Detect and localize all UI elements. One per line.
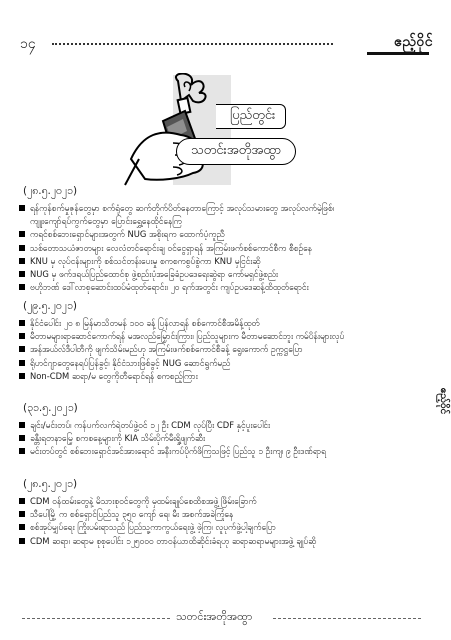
news-item: ဗဟိုဘဏ် ဒေါ်လာစုဆောင်းထပ်မံထုတ်ရောင်း၊ ၂၀ ရက်အတွင်း ကျပ်ဥပဒေဆန့်ထိထုတ်ရောင်း	[19, 281, 394, 294]
bullet-icon	[19, 231, 25, 237]
news-item: သစ်တောသယံဇာတများ လေလံတင်ရောင်းချ ဝင်ငွေရှာရန် အကြမ်းဖက်စစ်ကောင်စီက စီစဉ်နေ	[19, 242, 394, 255]
news-item: နိုင်ငံပေါင်း ၂၀ ၈ မြန်မာသိတမန် ၁၀၀ ခန့် ပြန်လာရန် စစ်ကောင်စီအမိန့်ထုတ်	[19, 317, 394, 330]
bullet-icon	[19, 245, 25, 251]
footer-rule-right	[273, 618, 421, 619]
section-date: (၂၈.၅.၂၀၂၁)	[23, 185, 78, 197]
news-item: ကရင်စစ်ဘေးရှောင်များအတွက် NUG အစိုးရက ထောက်ပံ့ကူညီ	[19, 228, 394, 241]
bullet-icon	[19, 524, 25, 530]
news-item: အန်အယ်လ်ဒီပါတီကို ဖျက်သိမ်းမည်ဟု အကြမ်းဖက်စစ်ကောင်စီခန့် ရွေးကောက် ဥက္ကဋ္ဌပြော	[19, 343, 394, 356]
news-item: CDM ဆရာ၊ ဆရာမ စုစုပေါင်း ၁၂၅၀၀၀ တာဝန်ယာထိဆိုင်းခံရဟု ဆရာဆရာမများအဖွဲ့ ချုပ်ဆို	[19, 535, 394, 548]
bullet-icon	[19, 360, 25, 366]
news-item: KNU မှ လုပ်ငန်းများကို စစ်သင်တန်းပေးမှု စကစကစွပ်စွဲကာ KNU မှငြင်းဆို	[19, 255, 394, 268]
side-edge-label	[431, 346, 451, 456]
title-line-1: ပြည်တွင်း	[216, 104, 286, 129]
news-section-1	[19, 185, 394, 294]
bullet-icon	[19, 498, 25, 504]
bullet-icon	[19, 284, 25, 290]
news-item: Non-CDM ဆရာ/မ တွေကိုတီရောင်ရန် စကစည့်ကြား	[19, 370, 394, 383]
header-rule	[52, 43, 333, 45]
news-section-4	[19, 478, 394, 548]
section-date: (၂၈.၅.၂၀၂၁)	[23, 478, 78, 490]
bullet-icon	[19, 448, 25, 454]
bullet-icon	[19, 511, 25, 517]
bullet-icon	[19, 538, 25, 544]
bullet-icon	[19, 346, 25, 352]
news-item: ရန်ကုန်စက်မှုဇုန်တွေမှာ စက်ရုံတွေ ဆက်တိုက်ပိတ်နေတာကြောင့် အလုပ်သမားတွေ အလုပ်လက်မဲ့ဖြစ်၊ ကျူးကျော်ရပ်ကွက်တွေမှာ ပြောင်းရွှေ့နေထိုင်နေကြ	[19, 202, 394, 228]
bullet-icon	[19, 422, 25, 428]
footer-section-title: သတင်းအတိုအထွာ	[176, 610, 253, 623]
section-date: (၂၉.၅.၂၀၂၁)	[23, 300, 77, 312]
news-item: သီပေါမြို့ က စစ်ရှောင်ပြည်သူ ၃၅၀ ကျော် ရေ၊ မီး အစက်အခဲကြုံနေ	[19, 508, 394, 521]
magazine-logo: ဧည့်ဝိုင်	[393, 34, 433, 50]
news-item: ရိုဟင်ဂျာတွေနေရပ်ပြန်ခွင့်၊ နိုင်ငံသားဖြစ်ခွင့် NUG ဆောင်ရွက်မည်	[19, 357, 394, 370]
logo-underline	[367, 52, 429, 55]
news-item: စစ်အုပ်မျှပ်ရေး ကြိုးပမ်းရာသည် ပြည်သူ့ကာကွယ်ရေးဖွဲ့ ဖဲ့ကြ၊ လူပုက်ဖွဲ့ပါ့ချက်ပြော	[19, 521, 394, 534]
bullet-icon	[19, 320, 25, 326]
side-edge-text: ဧည့်ဝိုင်	[438, 387, 449, 415]
news-item: မင်းတပ်တွင် စစ်ဘေးရှောင်အင်အားရောင် အနီးကပ်ပိုက်ဖိကြသဖြင့် ပြည်သူ ၁ ဦးကျ၊ ၉ ဦးဒဏ်ရာရ	[19, 445, 394, 458]
bullet-icon	[19, 333, 25, 339]
bullet-icon	[19, 205, 25, 211]
page-number: ၁၄	[20, 36, 36, 52]
news-section-3	[19, 402, 394, 459]
news-item: မီတာမများရာဆောင်ကောက်ရန် မအလည်မြှောင်းကြား၊ ပြည်သူများက မီတာမဆောင်ဘူး ကမ်ပိန်းများလုပ်	[19, 330, 394, 343]
news-item: NUG မှ ဖက်ဒရယ်ပြည်ထောင်စု ဖွဲ့စည်းပုံအခြေခံဥပဒေရေးဆွဲရာ ကော်မရှင်ဖွဲ့စည်း	[19, 268, 394, 281]
bullet-icon	[19, 271, 25, 277]
news-section-2	[19, 300, 394, 383]
news-item: ခန္တီးရတနာမြေ့ စကစနေ့များကို KIA သိမ်းပိုက်မီးရှို့ဖျက်ဆီး	[19, 432, 394, 445]
bullet-icon	[19, 435, 25, 441]
news-item: CDM ဝန်ထမ်းတွေနဲ့ မိသားစုဝင်တွေကို မှထမ်းချုပ်စေထိစအဖွဲ့ ဖြိမ်းခြောက်	[19, 495, 394, 508]
title-line-2: သတင်းအတိုအထွာ	[176, 138, 296, 165]
molotov-hand-illustration	[123, 73, 238, 188]
bullet-icon	[19, 373, 25, 379]
bullet-icon	[19, 258, 25, 264]
section-date: (၃၁.၅.၂၀၂၁)	[23, 402, 78, 414]
footer-rule-left	[22, 618, 170, 619]
news-item: ချင်း/မင်းတပ်၊ ကန်ပက်လက်ရဲတပ်ဖွဲ့ဝင် ၁၂ ဦး CDM လုပ်ပြီး CDF နှင့်ပူးပေါင်း	[19, 419, 394, 432]
